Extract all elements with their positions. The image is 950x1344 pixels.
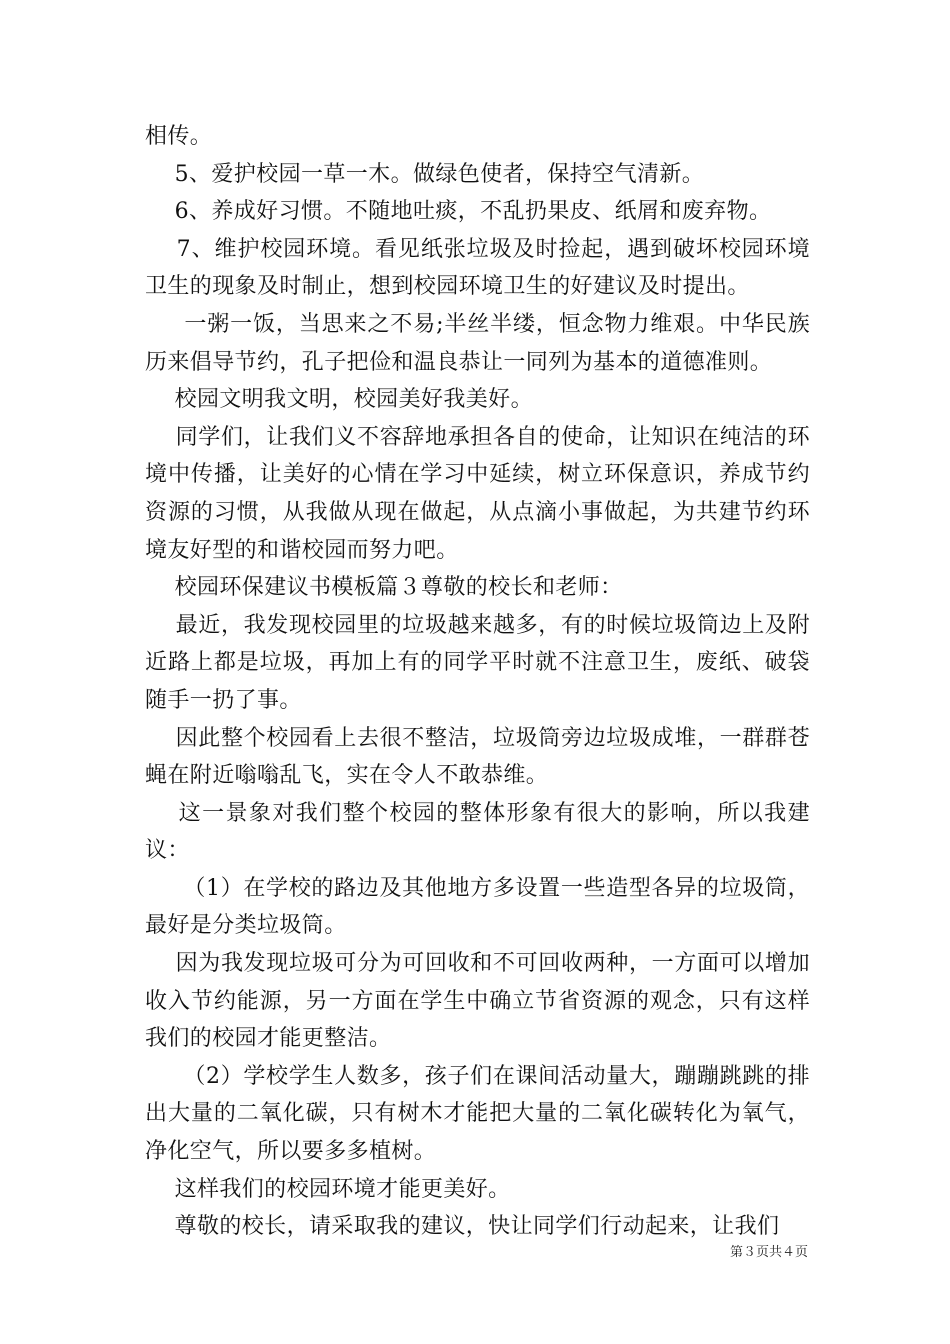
paragraph: （2）学校学生人数多，孩子们在课间活动量大，蹦蹦跳跳的排出大量的二氧化碳，只有树木才能把大量的二氧化碳转化为氧气，净化空气，所以要多多植树。 (145, 1063, 811, 1165)
paragraph: 相传。 (145, 124, 213, 149)
page-number: 第３页共４页 (729, 1245, 808, 1260)
paragraph: 7、维护校园环境。看见纸张垃圾及时捡起，遇到破坏校园环境卫生的现象及时制止，想到校园环境卫生的好建议及时提出。 (145, 236, 810, 300)
paragraph: 一粥一饭，当思来之不易;半丝半缕，恒念物力维艰。中华民族历来倡导节约，孔子把俭和温良恭让一同列为基本的道德准则。 (145, 311, 810, 375)
paragraph: 校园文明我文明，校园美好我美好。 (145, 387, 533, 413)
paragraph: 最近，我发现校园里的垃圾越来越多，有的时候垃圾筒边上及附近路上都是垃圾，再加上有的同学平时就不注意卫生，废纸、破袋随手一扔了事。 (145, 612, 811, 713)
paragraph: 因为我发现垃圾可分为可回收和不可回收两种，一方面可以增加收入节约能源，另一方面在学生中确立节省资源的观念，只有这样我们的校园才能更整洁。 (145, 951, 811, 1052)
paragraph: 这样我们的校园环境才能更美好。 (145, 1176, 511, 1202)
paragraph: 因此整个校园看上去很不整洁，垃圾筒旁边垃圾成堆，一群群苍蝇在附近嗡嗡乱飞，实在令人不敢恭维。 (145, 725, 811, 789)
paragraph: 6、养成好习惯。不随地吐痰，不乱扔果皮、纸屑和废弃物。 (145, 199, 772, 225)
paragraph: 5、爱护校园一草一木。做绿色使者，保持空气清新。 (145, 161, 705, 187)
paragraph: 同学们，让我们义不容辞地承担各自的使命，让知识在纯洁的环境中传播，让美好的心情在学习中延续，树立环保意识，养成节约资源的习惯，从我做从现在做起，从点滴小事做起，为共建节约环境友好型的和谐校园而努力吧。 (145, 424, 811, 563)
document-body (145, 118, 810, 1246)
paragraph: 这一景象对我们整个校园的整体形象有很大的影响，所以我建议： (145, 800, 810, 864)
paragraph: 尊敬的校长，请采取我的建议，快让同学们行动起来，让我们 (145, 1214, 780, 1240)
paragraph: 校园环保建议书模板篇３尊敬的校长和老师： (145, 575, 623, 601)
paragraph: （1）在学校的路边及其他地方多设置一些造型各异的垃圾筒，最好是分类垃圾筒。 (145, 875, 811, 939)
